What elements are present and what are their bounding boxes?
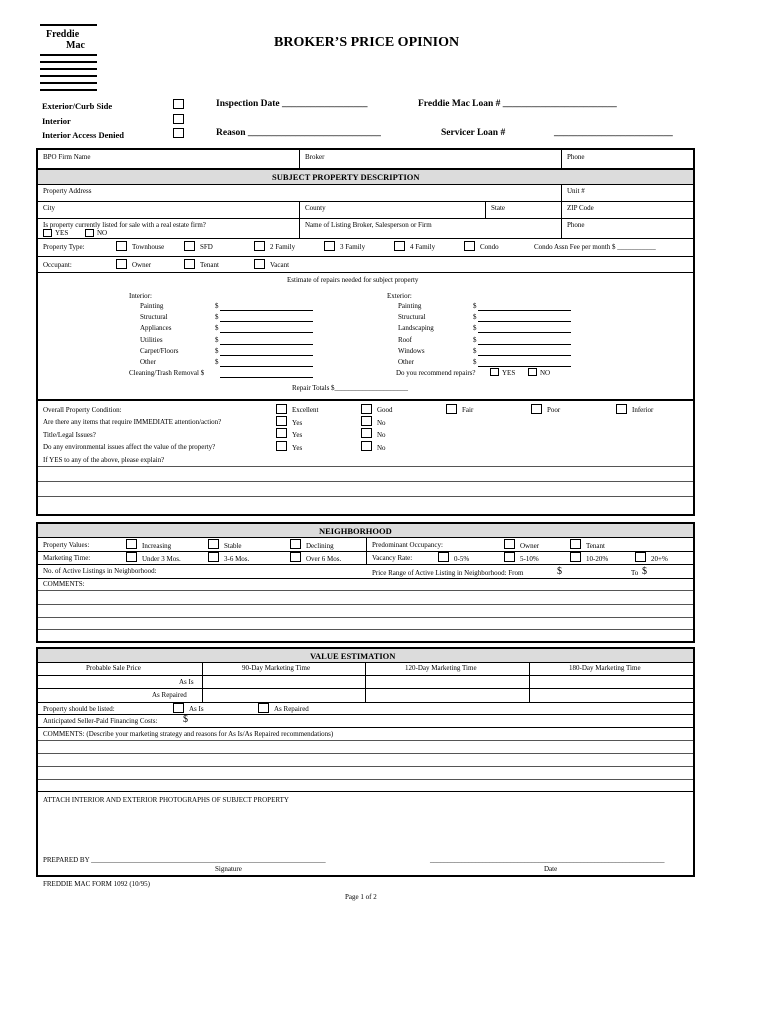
- values-stable-label: Stable: [224, 542, 242, 550]
- immediate-attention-question: Are there any items that require IMMEDIATE attention/action?: [43, 418, 222, 426]
- values-increasing-checkbox[interactable]: [126, 539, 137, 549]
- city-field[interactable]: City: [43, 204, 56, 212]
- neighborhood-comment-line[interactable]: [38, 617, 693, 618]
- condition-poor-checkbox[interactable]: [531, 404, 542, 414]
- interior-repairs-label: Interior:: [129, 292, 152, 300]
- occupancy-tenant-checkbox[interactable]: [570, 539, 581, 549]
- immediate-no-checkbox[interactable]: [361, 416, 372, 426]
- explain-label: If YES to any of the above, please explain?: [43, 456, 165, 464]
- type-3family-checkbox[interactable]: [324, 241, 335, 251]
- value-comment-line[interactable]: [38, 779, 693, 780]
- exterior-repair-dollar: $: [473, 358, 477, 366]
- exterior-repair-input-line[interactable]: [478, 321, 571, 322]
- listed-question: Is property currently listed for sale with a real estate firm?: [43, 221, 206, 229]
- occupancy-label: Predominant Occupancy:: [372, 541, 443, 549]
- property-values-label: Property Values:: [43, 541, 90, 549]
- title-no-checkbox[interactable]: [361, 428, 372, 438]
- col-180-day: 180-Day Marketing Time: [569, 664, 641, 672]
- occupant-vacant-checkbox[interactable]: [254, 259, 265, 269]
- vacancy-0-5-label: 0-5%: [454, 555, 470, 563]
- freddie-mac-loan-field[interactable]: Freddie Mac Loan # ________________________: [418, 99, 617, 109]
- date-field[interactable]: ___________________________________________________________________: [430, 856, 665, 864]
- cleaning-label: Cleaning/Trash Removal $: [129, 369, 205, 377]
- subject-heading: SUBJECT PROPERTY DESCRIPTION: [272, 172, 420, 182]
- neighborhood-comment-line[interactable]: [38, 604, 693, 605]
- marketing-over6-checkbox[interactable]: [290, 552, 301, 562]
- type-sfd-label: SFD: [200, 243, 213, 251]
- recommend-repairs-label: Do you recommend repairs?: [396, 369, 476, 377]
- title-no-label: No: [377, 431, 386, 439]
- list-as-is-checkbox[interactable]: [173, 703, 184, 713]
- interior-repair-input-line[interactable]: [220, 344, 313, 345]
- marketing-3to6-checkbox[interactable]: [208, 552, 219, 562]
- exterior-repair-label: Landscaping: [398, 324, 434, 332]
- property-address-field[interactable]: Property Address: [43, 187, 92, 195]
- seller-paid-label: Anticipated Seller-Paid Financing Costs:: [43, 717, 158, 725]
- marketing-3to6-label: 3-6 Mos.: [224, 555, 250, 563]
- as-is-row-label: As Is: [179, 678, 194, 686]
- access-denied-checkbox[interactable]: [173, 128, 184, 138]
- condition-inferior-label: Inferior: [632, 406, 654, 414]
- values-stable-checkbox[interactable]: [208, 539, 219, 549]
- form-number: FREDDIE MAC FORM 1092 (10/95): [43, 880, 150, 888]
- interior-repair-dollar: $: [215, 336, 219, 344]
- exterior-label: Exterior/Curb Side: [42, 101, 113, 111]
- values-declining-label: Declining: [306, 542, 334, 550]
- interior-repair-dollar: $: [215, 347, 219, 355]
- exterior-repair-input-line[interactable]: [478, 344, 571, 345]
- type-2family-checkbox[interactable]: [254, 241, 265, 251]
- type-4family-checkbox[interactable]: [394, 241, 405, 251]
- neighborhood-heading: NEIGHBORHOOD: [319, 526, 392, 536]
- marketing-under3-label: Under 3 Mos.: [142, 555, 181, 563]
- condo-fee-field[interactable]: Condo Assn Fee per month $ ___________: [534, 243, 656, 251]
- neighborhood-comment-line[interactable]: [38, 590, 693, 591]
- exterior-checkbox[interactable]: [173, 99, 184, 109]
- environmental-question: Do any environmental issues affect the value of the property?: [43, 443, 216, 451]
- environmental-yes-label: Yes: [292, 444, 303, 452]
- reason-field[interactable]: Reason ____________________________: [216, 128, 381, 138]
- exterior-repair-input-line[interactable]: [478, 366, 571, 367]
- col-90-day: 90-Day Marketing Time: [242, 664, 311, 672]
- environmental-yes-checkbox[interactable]: [276, 441, 287, 451]
- vacancy-0-5-checkbox[interactable]: [438, 552, 449, 562]
- condition-fair-checkbox[interactable]: [446, 404, 457, 414]
- interior-repair-input-line[interactable]: [220, 310, 313, 311]
- occupant-owner-checkbox[interactable]: [116, 259, 127, 269]
- occupant-tenant-checkbox[interactable]: [184, 259, 195, 269]
- recommend-yes-checkbox[interactable]: [490, 368, 499, 376]
- cleaning-input-line[interactable]: [220, 377, 313, 378]
- condition-good-label: Good: [377, 406, 393, 414]
- interior-repair-label: Appliances: [140, 324, 172, 332]
- exterior-repair-dollar: $: [473, 324, 477, 332]
- zip-field[interactable]: ZIP Code: [567, 204, 594, 212]
- price-range-label: Price Range of Active Listing in Neighborhood: From: [372, 569, 524, 577]
- seller-paid-dollar[interactable]: $: [183, 714, 188, 725]
- occupant-vacant-label: Vacant: [270, 261, 290, 269]
- repair-totals-field[interactable]: Repair Totals $_____________________: [292, 384, 409, 392]
- listed-yes-checkbox[interactable]: [43, 229, 52, 237]
- broker-field[interactable]: Broker: [305, 153, 325, 161]
- type-condo-checkbox[interactable]: [464, 241, 475, 251]
- occupancy-owner-label: Owner: [520, 542, 540, 550]
- repairs-heading: Estimate of repairs needed for subject property: [287, 276, 419, 284]
- environmental-no-label: No: [377, 444, 386, 452]
- condition-fair-label: Fair: [462, 406, 474, 414]
- exterior-repair-input-line[interactable]: [478, 355, 571, 356]
- immediate-no-label: No: [377, 419, 386, 427]
- explain-line[interactable]: [38, 496, 693, 497]
- marketing-under3-checkbox[interactable]: [126, 552, 137, 562]
- interior-repair-label: Utilities: [140, 336, 163, 344]
- marketing-over6-label: Over 6 Mos.: [306, 555, 342, 563]
- value-heading: VALUE ESTIMATION: [310, 651, 396, 661]
- listed-no-checkbox[interactable]: [85, 229, 94, 237]
- occupant-tenant-label: Tenant: [200, 261, 219, 269]
- explain-line[interactable]: [38, 466, 693, 467]
- page-number: Page 1 of 2: [345, 893, 377, 901]
- condition-excellent-label: Excellent: [292, 406, 319, 414]
- exterior-repair-dollar: $: [473, 336, 477, 344]
- exterior-repair-dollar: $: [473, 302, 477, 310]
- listed-as-label: Property should be listed:: [43, 705, 115, 713]
- list-as-repaired-checkbox[interactable]: [258, 703, 269, 713]
- servicer-loan-label: Servicer Loan #: [441, 128, 506, 138]
- occupant-label: Occupant:: [43, 261, 72, 269]
- interior-repair-dollar: $: [215, 313, 219, 321]
- prepared-by-field[interactable]: PREPARED BY ___________________________________________________________________: [43, 856, 326, 864]
- exterior-repair-dollar: $: [473, 347, 477, 355]
- explain-line[interactable]: [38, 481, 693, 482]
- neighborhood-comments-label: COMMENTS:: [43, 580, 85, 588]
- overall-condition-label: Overall Property Condition:: [43, 406, 122, 414]
- title-yes-checkbox[interactable]: [276, 428, 287, 438]
- interior-repair-input-line[interactable]: [220, 355, 313, 356]
- attach-photos-label: ATTACH INTERIOR AND EXTERIOR PHOTOGRAPHS OF SUBJECT PROPERTY: [43, 796, 289, 804]
- interior-repair-input-line[interactable]: [220, 366, 313, 367]
- vacancy-10-20-checkbox[interactable]: [570, 552, 581, 562]
- price-to-label: To: [631, 569, 639, 577]
- occupant-owner-label: Owner: [132, 261, 152, 269]
- county-field[interactable]: County: [305, 204, 326, 212]
- broker-phone-field[interactable]: Phone: [567, 153, 585, 161]
- signature-label: Signature: [215, 865, 242, 873]
- price-from-dollar[interactable]: $: [557, 566, 562, 577]
- exterior-repair-dollar: $: [473, 313, 477, 321]
- col-probable-sale-price: Probable Sale Price: [86, 664, 141, 672]
- title-legal-question: Title/Legal Issues?: [43, 431, 96, 439]
- type-4family-label: 4 Family: [410, 243, 436, 251]
- condition-good-checkbox[interactable]: [361, 404, 372, 414]
- title-yes-label: Yes: [292, 431, 303, 439]
- listing-phone-field[interactable]: Phone: [567, 221, 585, 229]
- environmental-no-checkbox[interactable]: [361, 441, 372, 451]
- values-declining-checkbox[interactable]: [290, 539, 301, 549]
- vacancy-20plus-checkbox[interactable]: [635, 552, 646, 562]
- listed-yes-label: YES: [55, 229, 69, 237]
- vacancy-20plus-label: 20+%: [651, 555, 668, 563]
- interior-repair-label: Painting: [140, 302, 164, 310]
- interior-repair-dollar: $: [215, 302, 219, 310]
- exterior-repairs-label: Exterior:: [387, 292, 412, 300]
- immediate-yes-label: Yes: [292, 419, 303, 427]
- exterior-repair-input-line[interactable]: [478, 332, 571, 333]
- type-townhouse-checkbox[interactable]: [116, 241, 127, 251]
- interior-repair-label: Carpet/Floors: [140, 347, 179, 355]
- type-2family-label: 2 Family: [270, 243, 296, 251]
- col-120-day: 120-Day Marketing Time: [405, 664, 477, 672]
- list-as-repaired-label: As Repaired: [274, 705, 309, 713]
- condition-inferior-checkbox[interactable]: [616, 404, 627, 414]
- interior-repair-input-line[interactable]: [220, 321, 313, 322]
- page-title: BROKER’S PRICE OPINION: [274, 35, 460, 50]
- type-sfd-checkbox[interactable]: [184, 241, 195, 251]
- condition-poor-label: Poor: [547, 406, 561, 414]
- interior-repair-dollar: $: [215, 324, 219, 332]
- neighborhood-comment-line[interactable]: [38, 629, 693, 630]
- exterior-repair-input-line[interactable]: [478, 310, 571, 311]
- interior-repair-dollar: $: [215, 358, 219, 366]
- access-denied-label: Interior Access Denied: [42, 130, 124, 140]
- value-comment-line[interactable]: [38, 753, 693, 754]
- exterior-repair-label: Other: [398, 358, 414, 366]
- vacancy-5-10-label: 5-10%: [520, 555, 539, 563]
- value-comments-label: COMMENTS: (Describe your marketing strategy and reasons for As Is/As Repaired recommendations): [43, 730, 334, 738]
- values-increasing-label: Increasing: [142, 542, 172, 550]
- type-3family-label: 3 Family: [340, 243, 366, 251]
- price-to-dollar[interactable]: $: [642, 566, 647, 577]
- exterior-repair-label: Windows: [398, 347, 425, 355]
- recommend-yes-label: YES: [502, 369, 516, 377]
- property-type-label: Property Type:: [43, 243, 85, 251]
- vacancy-5-10-checkbox[interactable]: [504, 552, 515, 562]
- list-as-is-label: As Is: [189, 705, 204, 713]
- listed-no-label: NO: [97, 229, 108, 237]
- listing-broker-field[interactable]: Name of Listing Broker, Salesperson or Firm: [305, 221, 432, 229]
- logo-line2: Mac: [66, 40, 85, 51]
- bpo-firm-name-field[interactable]: BPO Firm Name: [43, 153, 91, 161]
- condition-excellent-checkbox[interactable]: [276, 404, 287, 414]
- immediate-yes-checkbox[interactable]: [276, 416, 287, 426]
- occupancy-owner-checkbox[interactable]: [504, 539, 515, 549]
- vacancy-rate-label: Vacancy Rate:: [372, 554, 413, 562]
- value-comment-line[interactable]: [38, 766, 693, 767]
- logo-line1: Freddie: [46, 29, 80, 40]
- interior-label: Interior: [42, 116, 71, 126]
- as-repaired-row-label: As Repaired: [152, 691, 187, 699]
- unit-field[interactable]: Unit #: [567, 187, 585, 195]
- exterior-repair-label: Structural: [398, 313, 426, 321]
- active-listings-field[interactable]: No. of Active Listings in Neighborhood:: [43, 567, 157, 575]
- type-townhouse-label: Townhouse: [132, 243, 165, 251]
- vacancy-10-20-label: 10-20%: [586, 555, 609, 563]
- exterior-repair-label: Painting: [398, 302, 422, 310]
- interior-repair-label: Other: [140, 358, 156, 366]
- interior-repair-input-line[interactable]: [220, 332, 313, 333]
- recommend-no-label: NO: [540, 369, 551, 377]
- exterior-repair-label: Roof: [398, 336, 412, 344]
- interior-checkbox[interactable]: [173, 114, 184, 124]
- recommend-no-checkbox[interactable]: [528, 368, 537, 376]
- marketing-time-label: Marketing Time:: [43, 554, 91, 562]
- occupancy-tenant-label: Tenant: [586, 542, 605, 550]
- state-field[interactable]: State: [491, 204, 505, 212]
- inspection-date-field[interactable]: Inspection Date __________________: [216, 99, 368, 109]
- value-comment-line[interactable]: [38, 740, 693, 741]
- date-label: Date: [544, 865, 558, 873]
- interior-repair-label: Structural: [140, 313, 168, 321]
- type-condo-label: Condo: [480, 243, 499, 251]
- servicer-loan-field[interactable]: _________________________: [554, 128, 673, 138]
